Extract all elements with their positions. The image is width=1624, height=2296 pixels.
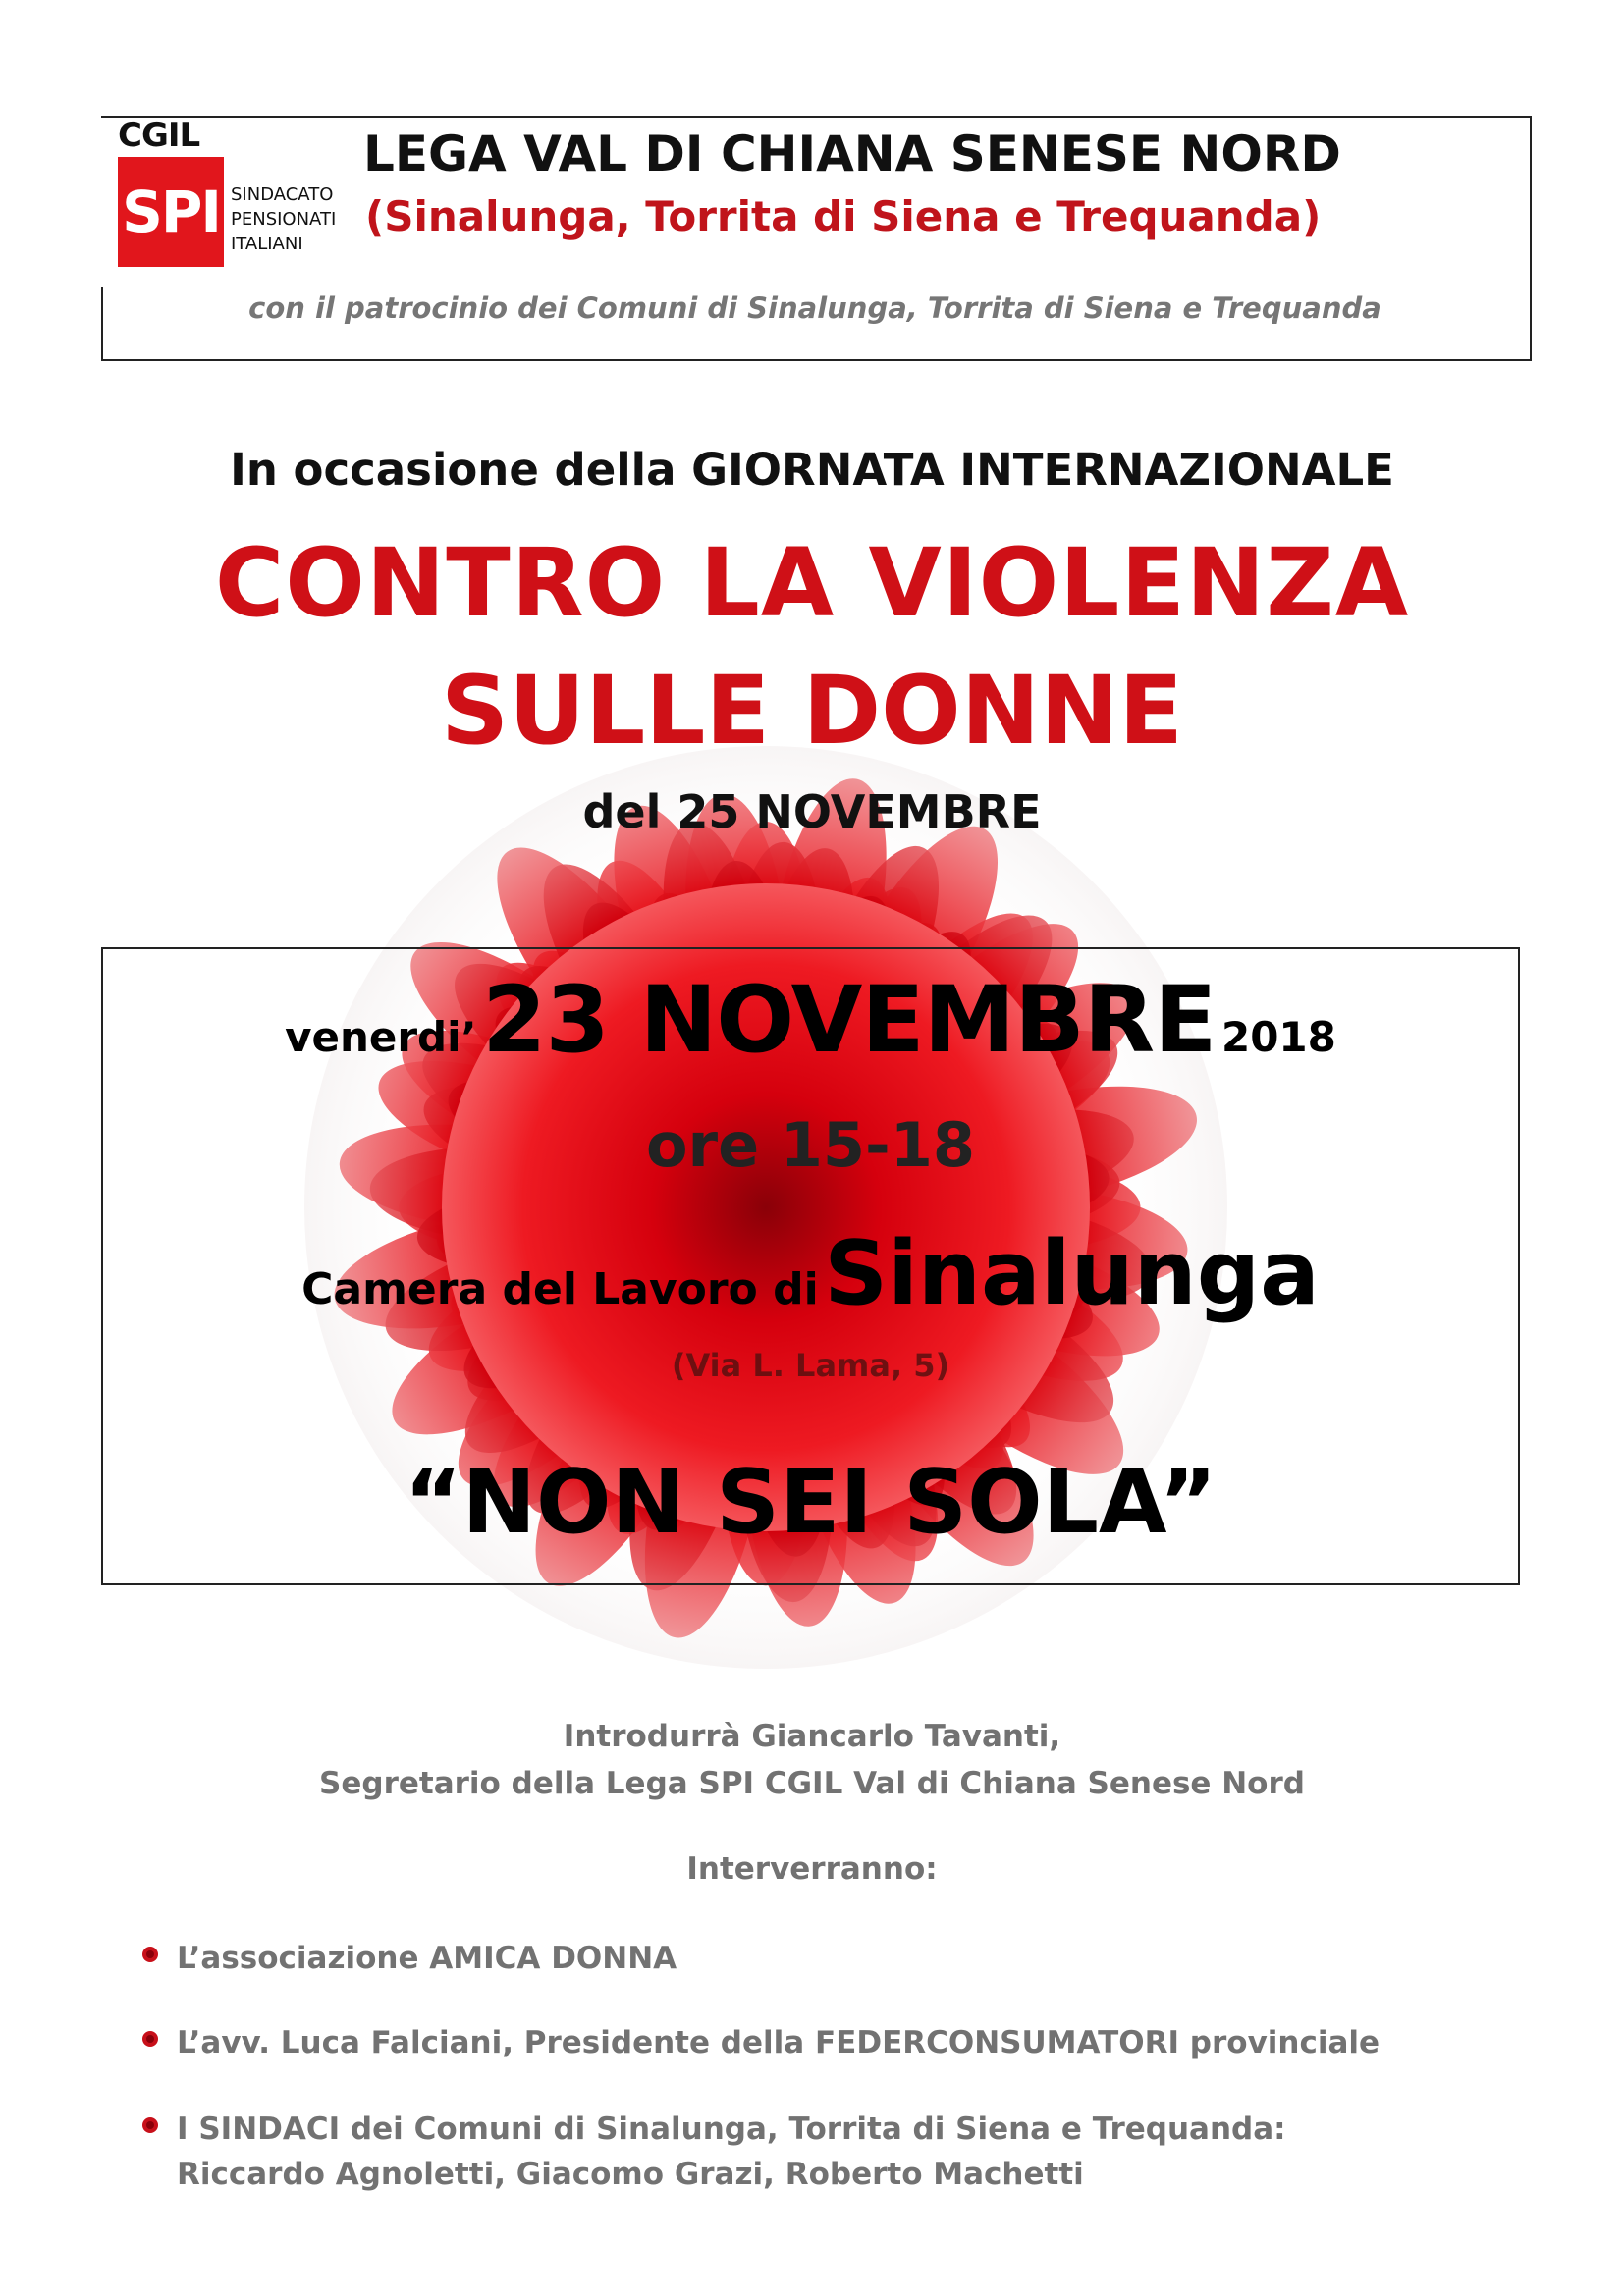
date-note: del 25 NOVEMBRE — [582, 785, 1042, 838]
speaker-item — [177, 2020, 1380, 2065]
speaker-line: I SINDACI dei Comuni di Sinalunga, Torrita di Siena e Trequanda: — [177, 2111, 1286, 2147]
speakers-heading: Interverranno: — [686, 1851, 938, 1887]
intro-line: Segretario della Lega SPI CGIL Val di Chiana Senese Nord — [319, 1766, 1305, 1801]
speaker-line: Riccardo Agnoletti, Giacomo Grazi, Roberto Machetti — [177, 2157, 1084, 2192]
flower-bullet-icon — [139, 2114, 161, 2136]
event-time: ore 15-18 — [645, 1109, 976, 1181]
event-slogan: “NON SEI SOLA” — [404, 1451, 1218, 1554]
flower-bullet-icon — [139, 2028, 161, 2050]
flower-bullet-icon — [139, 1944, 161, 1965]
spi-logo: SPI — [118, 157, 224, 267]
venue-address: (Via L. Lama, 5) — [671, 1347, 950, 1384]
event-venue-line — [101, 1222, 1520, 1325]
occasion-heading: In occasione della GIORNATA INTERNAZIONALE — [230, 444, 1394, 496]
main-title-line1: CONTRO LA VIOLENZA — [214, 528, 1410, 638]
organization-title: LEGA VAL DI CHIANA SENESE NORD — [363, 126, 1341, 183]
speaker-line: L’associazione AMICA DONNA — [177, 1941, 677, 1976]
speaker-line: L’avv. Luca Falciani, Presidente della FEDERCONSUMATORI provinciale — [177, 2025, 1380, 2060]
event-year: 2018 — [1220, 1013, 1336, 1061]
organization-subtitle: (Sinalunga, Torrita di Siena e Trequanda) — [365, 192, 1322, 240]
logo-caption-line: ITALIANI — [231, 234, 303, 254]
patronage-note: con il patrocinio dei Comuni di Sinalunga, Torrita di Siena e Trequanda — [248, 292, 1381, 325]
introduction — [0, 1713, 1624, 1807]
venue-prefix: Camera del Lavoro di — [301, 1264, 819, 1314]
main-title-line2: SULLE DONNE — [441, 656, 1183, 766]
speaker-item — [177, 2107, 1286, 2197]
logo-caption-line: PENSIONATI — [231, 209, 337, 230]
event-weekday: venerdi’ — [285, 1013, 477, 1061]
spi-logo-caption — [231, 183, 336, 256]
venue-city: Sinalunga — [824, 1222, 1320, 1325]
speaker-item — [177, 1936, 677, 1981]
intro-line: Introdurrà Giancarlo Tavanti, — [563, 1719, 1061, 1754]
cgil-logo-text: CGIL — [118, 116, 200, 155]
event-date-line — [101, 967, 1520, 1074]
event-date: 23 NOVEMBRE — [482, 967, 1217, 1074]
logo-caption-line: SINDACATO — [231, 185, 334, 205]
